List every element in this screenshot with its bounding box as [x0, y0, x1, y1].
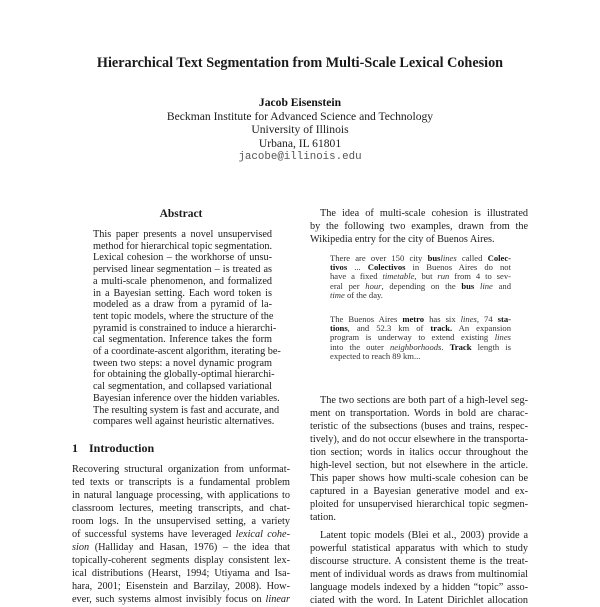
text-line: ted texts or transcripts is a fundamental problem	[72, 477, 290, 488]
text-line: a multi-scale phenomenon, and formalized	[93, 275, 272, 287]
text-line: in a Bayesian setting. Each word token is	[93, 287, 272, 299]
italic-text: neighborhoods	[389, 341, 442, 352]
text-span: length is	[471, 341, 511, 352]
text-line: tation.	[310, 512, 336, 523]
text-line: tent topic models, where the structure of the	[93, 310, 274, 322]
text-line: teristic of the subsections (buses and trains, respec-	[310, 421, 528, 432]
text-line: tween two steps: a novel dynamic program	[93, 357, 272, 369]
text-span: and	[492, 280, 511, 291]
italic-text: lines	[440, 253, 457, 263]
author-affiliation: Beckman Institute for Advanced Science and Technology	[166, 110, 434, 123]
text-line: in natural language processing, with applications to	[72, 490, 290, 501]
section-number: 1	[72, 441, 78, 455]
text-line: expected to reach 89 km...	[330, 350, 421, 361]
italic-text: lexical cohe-	[235, 529, 290, 540]
italic-text: linear	[265, 594, 290, 605]
abstract-heading: Abstract	[159, 208, 203, 220]
text-line: of a coordinate-ascent algorithm, iterating be-	[93, 346, 281, 357]
bold-text: sta-	[497, 314, 511, 324]
text-line: by the following two examples, drawn from the	[310, 221, 528, 232]
italic-text: lines	[460, 314, 477, 324]
italic-text: lines	[494, 332, 511, 343]
text-line: The idea of multi-scale cohesion is illustrated	[320, 208, 528, 219]
text-line: ment of individual words as draws from multinomial	[310, 569, 528, 580]
text-line: modeled as a draw from a pyramid of la-	[93, 299, 272, 311]
author-email: jacobe@illinois.edu	[238, 151, 362, 163]
text-line: compares well against heuristic alternatives.	[93, 416, 275, 428]
italic-text: timetable	[382, 271, 415, 282]
text-span: ...	[347, 262, 368, 273]
text-span: , but	[414, 271, 438, 282]
text-span: has six	[424, 314, 461, 324]
text-line: hara, 2001; Eisenstein and Barzilay, 2008). How-	[72, 581, 290, 592]
bold-text: bus	[427, 253, 441, 263]
italic-text: time	[330, 289, 345, 300]
text-line: high-level section, but not elsewhere in the article.	[310, 460, 528, 471]
text-line: cal segmentation. Inference takes the form	[93, 334, 272, 346]
text-line: Latent topic models (Blei et al., 2003) provide a	[320, 530, 528, 541]
text-span: eral per	[330, 280, 366, 291]
text-span: program is underway to extend existing	[330, 332, 495, 343]
text-span: , 74	[476, 314, 498, 324]
text-span: of the day.	[344, 289, 383, 300]
bold-text: Colectivos	[367, 262, 406, 273]
text-span: , depending on the	[381, 280, 462, 291]
bold-text: Colec-	[487, 253, 511, 263]
author-name: Jacob Eisenstein	[258, 96, 342, 109]
text-span: There are over 150 city	[330, 253, 428, 263]
text-line: for obtaining the globally-optimal hierarchi-	[93, 369, 275, 381]
text-line: Wikipedia entry for the city of Buenos Aires.	[310, 234, 495, 245]
text-line: captured in a Bayesian generative model and ex-	[310, 486, 528, 497]
text-line: ploited for unsupervised hierarchical topic segmen-	[310, 499, 528, 510]
bold-text: metro	[402, 314, 425, 324]
text-line: This paper presents a novel unsupervised	[93, 229, 272, 240]
bold-text: track.	[430, 323, 453, 334]
bold-text: Track	[449, 341, 472, 352]
text-line: room logs. In the unsupervised setting, a variety	[72, 516, 290, 527]
text-span: have a fixed	[330, 271, 383, 282]
text-span: of successful systems have leveraged	[72, 529, 236, 540]
text-line: language models indexed by a hidden “topic” asso-	[310, 582, 528, 593]
text-line: This paper shows how multi-scale cohesion can be	[310, 473, 528, 484]
text-line	[72, 542, 290, 554]
text-span: called	[456, 253, 488, 263]
text-line	[330, 290, 511, 300]
bold-text: tivos	[330, 262, 348, 273]
italic-text: line	[479, 280, 493, 291]
text-line: ical distributions (Hearst, 1994; Utiyama and Isa-	[72, 568, 290, 579]
text-span: from 4 to sev-	[449, 271, 511, 282]
text-line: Bayesian inference over the hidden variables.	[93, 392, 280, 404]
text-line: tion section; words in italics occur throughout the	[310, 447, 528, 458]
author-university: University of Illinois	[251, 123, 349, 136]
text-line: Recovering structural organization from unformat-	[72, 464, 290, 475]
text-line: pyramid is constrained to induce a hierarchi-	[93, 322, 277, 334]
italic-text: hour	[365, 280, 382, 291]
text-line: method for hierarchical topic segmentation.	[93, 240, 273, 252]
text-line: Lexical cohesion – the workhorse of unsu-	[93, 252, 272, 264]
text-span: An expansion	[452, 323, 511, 334]
author-city: Urbana, IL 61801	[258, 137, 342, 150]
text-line: ciated with the word. In Latent Dirichlet allocation	[310, 595, 528, 606]
bold-text: bus	[461, 280, 475, 291]
text-line: powerful statistical apparatus with which to study	[310, 543, 528, 554]
paper-title: Hierarchical Text Segmentation from Multi-Scale Lexical Cohesion	[96, 55, 504, 71]
text-line: tively), and do not occur elsewhere in the transporta-	[310, 434, 528, 445]
text-line: topically-coherent segments display consistent lex-	[72, 555, 290, 566]
italic-text: sion	[72, 542, 90, 553]
text-span: .	[441, 341, 450, 352]
text-span: in Buenos Aires do not	[405, 262, 511, 273]
text-span: The Buenos Aires	[330, 314, 403, 324]
text-line: ment on transportation. Words in bold are charac-	[310, 408, 528, 419]
text-line: pervised linear segmentation – is treated as	[93, 264, 272, 276]
text-line: cal segmentation, and collapsed variational	[93, 381, 272, 393]
text-span: , and 52.3 km of	[347, 323, 431, 334]
text-line: discourse structure. A consistent theme is the treat-	[310, 556, 528, 567]
text-line: The resulting system is fast and accurate, and	[93, 404, 280, 416]
text-line	[72, 529, 290, 541]
text-span: (Halliday and Hasan, 1976) – the idea that	[89, 542, 290, 553]
text-line: classroom lectures, meeting transcripts, and chat-	[72, 503, 290, 514]
section-heading: Introduction	[89, 441, 155, 455]
text-line: The two sections are both part of a high-level seg-	[320, 395, 528, 406]
text-span: into the outer	[330, 341, 390, 352]
text-span: ever, such systems almost invisibly focus on	[72, 594, 266, 605]
text-line	[72, 594, 290, 606]
bold-text: tions	[330, 323, 348, 334]
italic-text: run	[437, 271, 450, 282]
